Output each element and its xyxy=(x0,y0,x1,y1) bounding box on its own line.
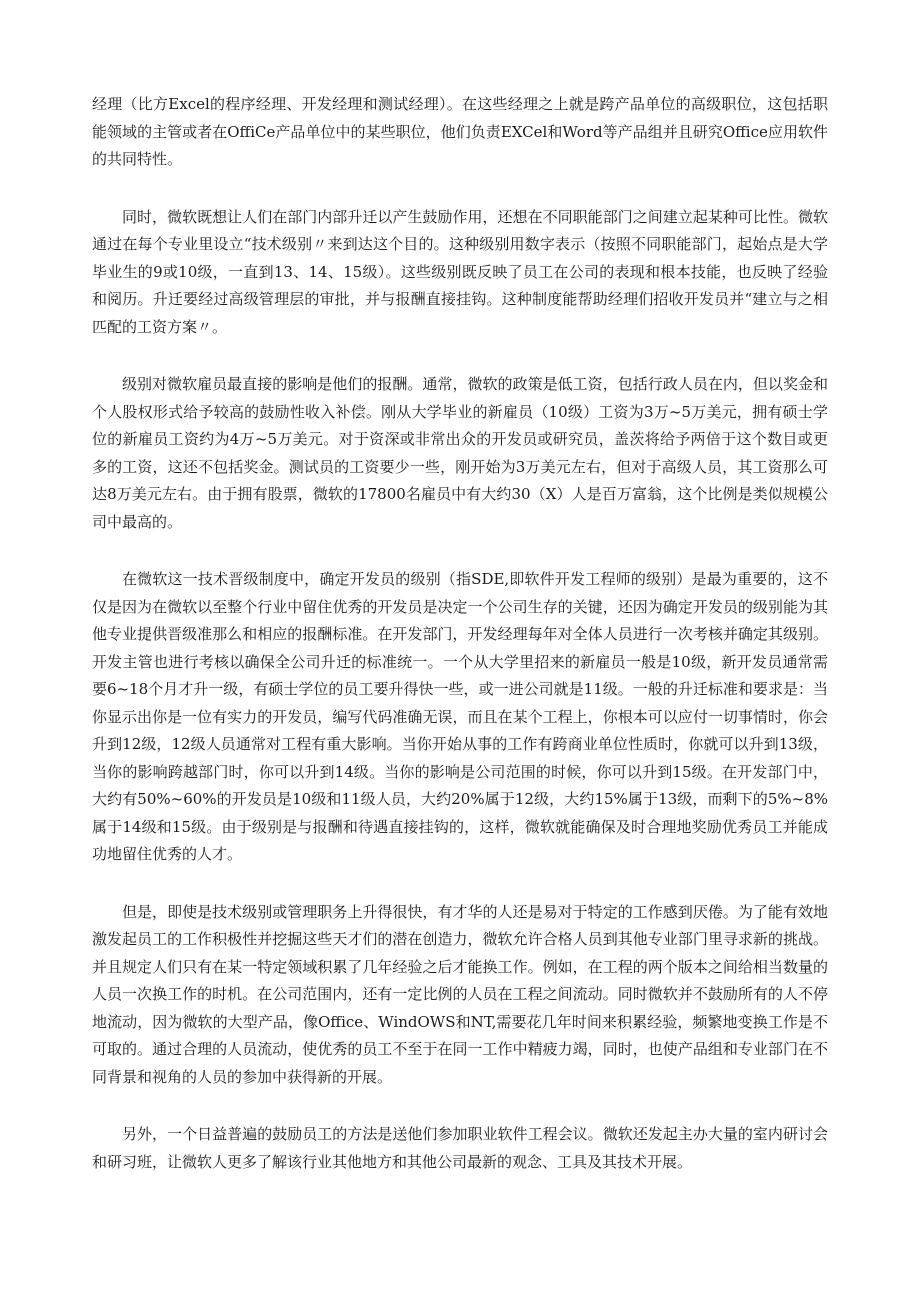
paragraph-2: 同时，微软既想让人们在部门内部升迁以产生鼓励作用，还想在不同职能部门之间建立起某种可比性。微软通过在每个专业里设立“技术级别〃来到达这个目的。这种级别用数字表示（按照不同职能部门，起始点是大学毕业生的9或10级，一直到13、14、15级）。这些级别既反映了员工在公司的表现和根本技能，也反映了经验和阅历。升迁要经过高级管理层的审批，并与报酬直接挂钩。这种制度能帮助经理们招收开发员并“建立与之相匹配的工资方案〃。 xyxy=(92,207,828,336)
document-page xyxy=(92,91,828,1206)
paragraph-1: 经理（比方Excel的程序经理、开发经理和测试经理）。在这些经理之上就是跨产品单位的高级职位，这包括职能领域的主管或者在OffiCe产品单位中的某些职位，他们负责EXCel和Word等产品组并且研究Office应用软件的共同特性。 xyxy=(92,95,828,168)
paragraph-5: 但是，即使是技术级别或管理职务上升得很快，有才华的人还是易对于特定的工作感到厌倦。为了能有效地激发起员工的工作积极性并挖掘这些天才们的潜在创造力，微软允许合格人员到其他专业部门里寻求新的挑战。并且规定人们只有在某一特定领域积累了几年经验之后才能换工作。例如，在工程的两个版本之间给相当数量的人员一次换工作的时机。在公司范围内，还有一定比例的人员在工程之间流动。同时微软并不鼓励所有的人不停地流动，因为微软的大型产品，像Office、WindOWS和NT,需要花几年时间来积累经验，频繁地变换工作是不可取的。通过合理的人员流动，使优秀的员工不至于在同一工作中精疲力竭，同时，也使产品组和专业部门在不同背景和视角的人员的参加中获得新的开展。 xyxy=(92,902,828,1086)
paragraph-6: 另外，一个日益普遍的鼓励员工的方法是送他们参加职业软件工程会议。微软还发起主办大量的室内研讨会和研习班，让微软人更多了解该行业其他地方和其他公司最新的观念、工具及其技术开展。 xyxy=(92,1125,828,1171)
paragraph-3: 级别对微软雇员最直接的影响是他们的报酬。通常，微软的政策是低工资，包括行政人员在内，但以奖金和个人股权形式给予较高的鼓励性收入补偿。刚从大学毕业的新雇员（10级）工资为3万~5万美元，拥有硕士学位的新雇员工资约为4万~5万美元。对于资深或非常出众的开发员或研究员，盖茨将给予两倍于这个数目或更多的工资，这还不包括奖金。测试员的工资要少一些，刚开始为3万美元左右，但对于高级人员，其工资那么可达8万美元左右。由于拥有股票，微软的17800名雇员中有大约30（X）人是百万富翁，这个比例是类似规模公司中最高的。 xyxy=(92,375,828,531)
paragraph-4: 在微软这一技术晋级制度中，确定开发员的级别（指SDE,即软件开发工程师的级别）是最为重要的，这不仅是因为在微软以至整个行业中留住优秀的开发员是决定一个公司生存的关键，还因为确定开发员的级别能为其他专业提供晋级准那么和相应的报酬标准。在开发部门，开发经理每年对全体人员进行一次考核并确定其级别。开发主管也进行考核以确保全公司升迁的标准统一。一个从大学里招来的新雇员一般是10级，新开发员通常需要6~18个月才升一级，有硕士学位的员工要升得快一些，或一进公司就是11级。一般的升迁标准和要求是：当你显示出你是一位有实力的开发员，编写代码准确无误，而且在某个工程上，你根本可以应付一切事情时，你会升到12级，12级人员通常对工程有重大影响。当你开始从事的工作有跨商业单位性质时，你就可以升到13级，当你的影响跨越部门时，你可以升到14级。当你的影响是公司范围的时候，你可以升到15级。在开发部门中，大约有50%~60%的开发员是10级和11级人员，大约20%属于12级，大约15%属于13级，而剩下的5%~8%属于14级和15级。由于级别是与报酬和待遇直接挂钩的，这样，微软就能确保及时合理地奖励优秀员工并能成功地留住优秀的人才。 xyxy=(92,570,828,863)
